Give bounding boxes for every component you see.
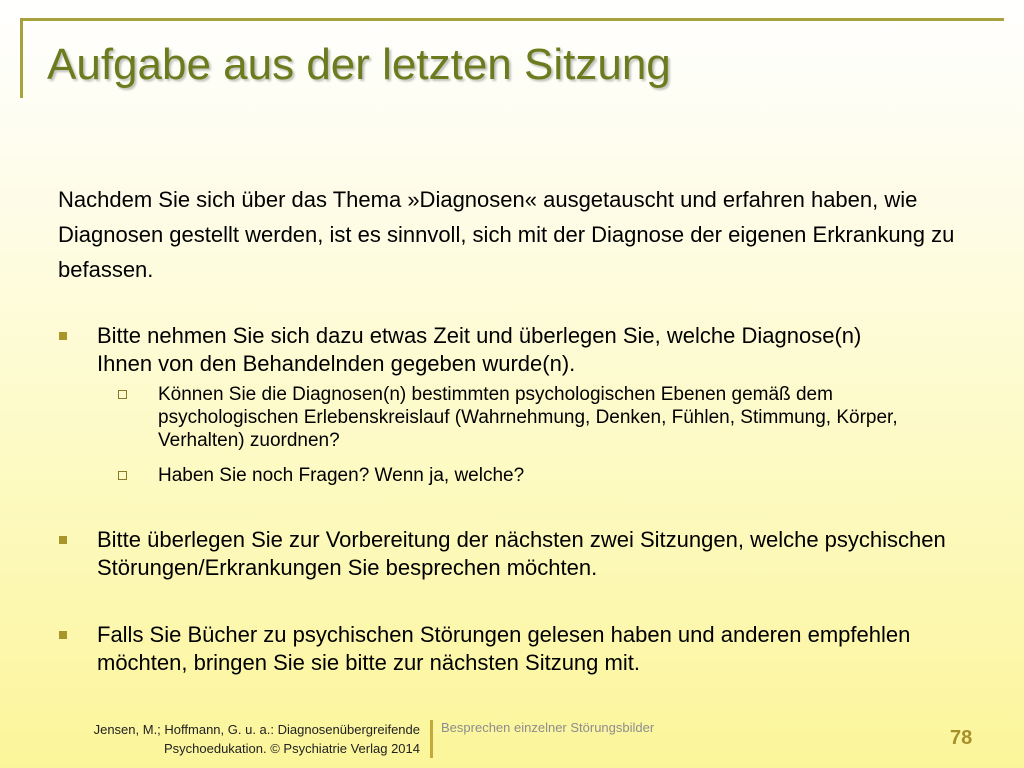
bullet-item-3: [97, 621, 977, 677]
citation-line-1: Jensen, M.; Hoffmann, G. u. a.: Diagnosenübergreifende: [93, 722, 420, 737]
intro-paragraph: Nachdem Sie sich über das Thema »Diagnosen« ausgetauscht und erfahren haben, wie Diagnosen gestellt werden, ist es sinnvoll, sich mit der Diagnose der eigenen Erkrankung zu befassen.: [58, 187, 955, 282]
bullet-item-1: [97, 322, 897, 378]
hollow-square-bullet-icon: [118, 471, 127, 480]
bullet-item-2: [97, 526, 977, 582]
footer-divider: [430, 720, 433, 758]
slide-title: Aufgabe aus der letzten Sitzung: [47, 40, 671, 89]
square-bullet-icon: [59, 631, 67, 639]
frame-left-line: [20, 18, 23, 98]
square-bullet-icon: [59, 536, 67, 544]
bullet-text: Bitte überlegen Sie zur Vorbereitung der nächsten zwei Sitzungen, welche psychischen Störungen/Erkrankungen Sie besprechen möchten.: [97, 527, 946, 580]
bullet-text: Bitte nehmen Sie sich dazu etwas Zeit und überlegen Sie, welche Diagnose(n) Ihnen von den Behandelnden gegeben wurde(n).: [97, 323, 862, 376]
footer-section: Besprechen einzelner Störungsbilder: [441, 720, 655, 735]
citation-line-2: Psychoedukation. © Psychiatrie Verlag 2014: [163, 741, 420, 756]
footer-citation: [60, 720, 420, 758]
hollow-square-bullet-icon: [118, 390, 127, 399]
bullet-text: Falls Sie Bücher zu psychischen Störungen gelesen haben und anderen empfehlen möchten, bringen Sie sie bitte zur nächsten Sitzung mit.: [97, 622, 911, 675]
square-bullet-icon: [59, 332, 67, 340]
sub-item-text: Haben Sie noch Fragen? Wenn ja, welche?: [158, 465, 525, 486]
sub-item-1: [158, 383, 948, 452]
frame-top-line: [20, 18, 1004, 21]
sub-item-2: [158, 464, 948, 487]
page-number: 78: [950, 727, 973, 749]
sub-item-text: Können Sie die Diagnosen(n) bestimmten psychologischen Ebenen gemäß dem psychologischen Erlebenskreislauf (Wahrnehmung, Denken, Fühlen, Stimmung, Körper, Verhalten) zuordnen?: [158, 384, 898, 451]
